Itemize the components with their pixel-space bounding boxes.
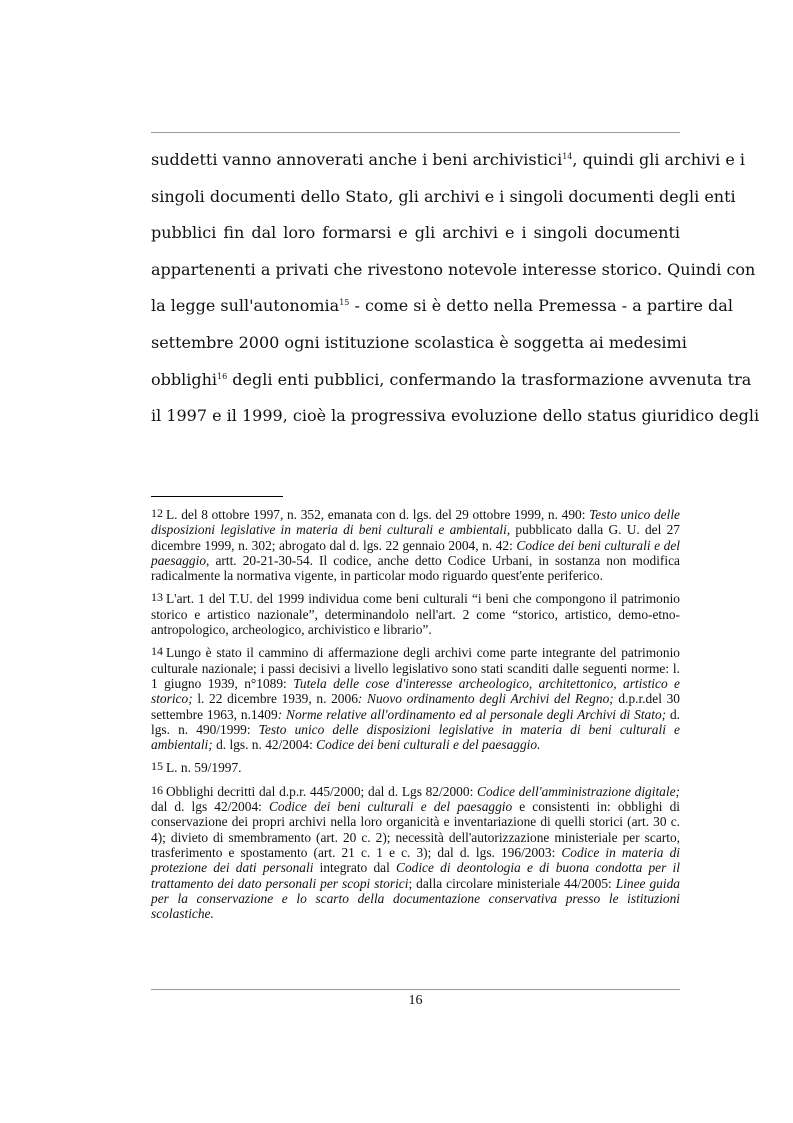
text-segment: degli enti pubblici, confermando la trasformazione avvenuta tra xyxy=(227,369,752,389)
footnote-text: d. lgs. n. 490/1999: xyxy=(151,706,681,737)
footnote-number: 14 xyxy=(151,644,163,659)
header-rule xyxy=(151,132,680,133)
footnote-italic-text: Testo unico delle disposizioni legislative in materia di beni culturali e ambientali; xyxy=(151,721,680,753)
text-segment: singoli documenti dello Stato, gli archivi e i singoli documenti degli enti xyxy=(151,186,736,206)
footnote-italic-text: Codice dei beni culturali e del paesaggio. xyxy=(316,737,541,753)
text-line xyxy=(151,142,746,179)
main-text xyxy=(151,142,760,435)
footnote-text: , artt. 20-21-30-54. Il codice, anche detto Codice Urbani, in sostanza non modifica radicalmente la normativa vigente, in particolar modo riguardo quest'ente periferico. xyxy=(151,552,680,584)
text-segment: , quindi gli archivi e i xyxy=(572,150,746,169)
footnote-number: 15 xyxy=(151,759,163,774)
text-line xyxy=(151,398,760,435)
text-segment: pubblici fin dal loro formarsi e gli archivi e i singoli documenti xyxy=(151,223,680,243)
footnote-text: ; dalla circolare ministeriale 44/2005: xyxy=(408,875,616,891)
footer-rule xyxy=(151,989,680,990)
footnote-number: 13 xyxy=(151,590,163,605)
footnote-text: L. n. 59/1997. xyxy=(166,760,242,776)
footnote-text: e consistenti in: obblighi di conservazione dei propri archivi nella loro organicità e inventariazione di quelli storici (art. 30 c. 4); divieto di smembramento (art. 20 c. 2); necessità dell'autorizzazione ministeriale per scarto, trasferimento e spostamento (art. 21 c. 1 e c. 3); dal d. lgs. 196/2003: xyxy=(151,799,680,860)
text-line xyxy=(151,288,733,325)
footnote-14 xyxy=(151,644,680,752)
footnote-text: d. lgs. n. 42/2004: xyxy=(212,737,317,753)
footnote-13 xyxy=(151,590,680,637)
text-line xyxy=(151,362,752,399)
footnote-italic-text: : Nuovo ordinamento degli Archivi del Regno; xyxy=(357,691,614,707)
footnote-text: integrato dal xyxy=(313,860,397,876)
footnote-reference: 16 xyxy=(217,371,228,381)
footnote-text: dal d. lgs 42/2004: xyxy=(151,799,269,815)
footnote-text: L. del 8 ottobre 1997, n. 352, emanata con d. lgs. del 29 ottobre 1999, n. 490: xyxy=(166,507,590,522)
footnote-italic-text: Codice dell'amministrazione digitale; xyxy=(477,783,680,799)
text-segment: la legge sull'autonomia xyxy=(151,296,340,316)
footnote-text: d.p.r.del 30 settembre 1963, n.1409 xyxy=(151,691,680,722)
text-segment: suddetti vanno annoverati anche i beni archivistici xyxy=(151,150,563,169)
footnote-16 xyxy=(151,783,680,922)
footnote-15 xyxy=(151,759,680,775)
footnote-italic-text: : Norme relative all'ordinamento ed al personale degli Archivi di Stato; xyxy=(277,706,667,722)
text-segment: il 1997 e il 1999, cioè la progressiva evoluzione dello status giuridico degli xyxy=(151,406,760,426)
text-line xyxy=(151,179,736,216)
footnote-text: Lungo è stato il cammino di affermazione degli archivi come parte integrante del patrimonio culturale nazionale; i passi decisivi a livello legislativo sono stati scanditi dalle seguenti norme: l. 1 giugno 1939, n°1089: xyxy=(151,645,680,691)
footnote-italic-text: Codice in materia di protezione dei dati personali xyxy=(151,844,680,876)
footnotes xyxy=(151,506,680,928)
text-line xyxy=(151,215,680,252)
footnote-number: 16 xyxy=(151,782,163,797)
footnote-italic-text: Tutela delle cose d'interesse archeologico, architettonico, artistico e storico; xyxy=(151,675,681,707)
footnote-reference: 15 xyxy=(339,298,350,308)
text-line xyxy=(151,252,756,289)
footnote-italic-text: Codice dei beni culturali e del paesaggio xyxy=(268,799,513,815)
footnote-italic-text: Linee guida per la conservazione e lo scarto della documentazione conservativa presso le istituzioni scolastiche. xyxy=(151,875,680,922)
footnote-separator xyxy=(151,496,283,497)
footnote-italic-text: Testo unico delle disposizioni legislative in materia di beni culturali e ambientali xyxy=(151,507,680,538)
footnote-italic-text: Codice dei beni culturali e del paesaggio xyxy=(151,537,680,568)
footnote-text: l. 22 dicembre 1939, n. 2006 xyxy=(192,691,358,707)
footnote-12 xyxy=(151,506,680,583)
footnote-italic-text: Codice di deontologia e di buona condotta per il trattamento dei dato personali per scopi storici xyxy=(151,860,680,891)
text-line xyxy=(151,325,687,362)
footnote-reference: 14 xyxy=(562,152,573,161)
text-segment: obblighi xyxy=(151,369,218,389)
text-segment: appartenenti a privati che rivestono notevole interesse storico. Quindi con xyxy=(151,259,756,279)
text-segment: settembre 2000 ogni istituzione scolastica è soggetta ai medesimi xyxy=(151,332,687,352)
footnote-text: , pubblicato dalla G. U. del 27 dicembre 1999, n. 302; abrogato dal d. lgs. 22 gennaio 2004, n. 42: xyxy=(151,522,680,553)
footnote-text: L'art. 1 del T.U. del 1999 individua come beni culturali “i beni che compongono il patrimonio storico e artistico nazionale”, determinandolo nell'art. 2 come “storico, artistico, demo-etno-antropologico, archeologico, archivistico e librario”. xyxy=(151,591,680,638)
footnote-text: Obblighi decritti dal d.p.r. 445/2000; dal d. Lgs 82/2000: xyxy=(166,783,478,799)
footnote-number: 12 xyxy=(151,506,163,520)
page-number: 16 xyxy=(408,993,423,1008)
text-segment: - come si è detto nella Premessa - a partire dal xyxy=(349,296,733,316)
